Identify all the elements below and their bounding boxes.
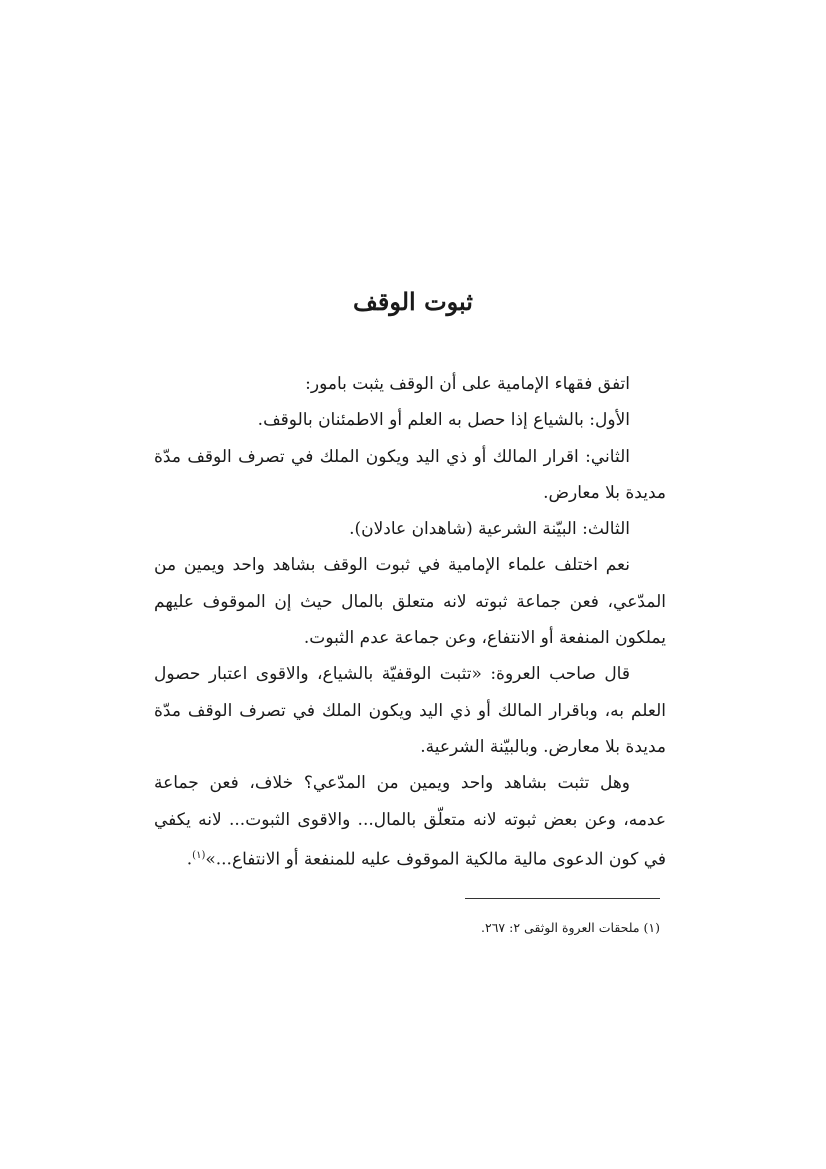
paragraph-first-method: الأول: بالشياع إذا حصل به العلم أو الاطمئنان بالوقف. bbox=[257, 410, 630, 431]
footnote-divider bbox=[465, 898, 660, 899]
paragraph-intro: اتفق فقهاء الإمامية على أن الوقف يثبت بامور: bbox=[305, 374, 630, 394]
paragraph-second-method: الثاني: اقرار المالك أو ذي اليد ويكون الملك في تصرف الوقف مدّة مديدة بلا معارض. bbox=[154, 446, 666, 503]
page-title: ثبوت الوقف bbox=[353, 287, 473, 316]
paragraph-disagreement: نعم اختلف علماء الإمامية في ثبوت الوقف بشاهد واحد ويمين من المدّعي، فعن جماعة ثبوته لانه متعلق بالمال حيث إن الموقوف عليهم يملكون المنفعة أو الانتفاع، وعن جماعة عدم الثبوت. bbox=[154, 555, 666, 649]
quote-continued-text: وهل تثبت بشاهد واحد ويمين من المدّعي؟ خلاف، فعن جماعة عدمه، وعن بعض ثبوته لانه متعلّق بالمال... والاقوى الثبوت... لانه يكفي في كون الدعوى مالية مالكية الموقوف عليه للمنفعة أو الانتفاع...» bbox=[154, 773, 666, 870]
paragraph-quote-continued bbox=[154, 765, 666, 878]
closing-mark: . bbox=[186, 849, 193, 870]
footnote-reference: (١) bbox=[192, 849, 206, 861]
paragraph-quote-urwa: قال صاحب العروة: «تثبت الوقفيّة بالشياع، والاقوى اعتبار حصول العلم به، وباقرار المالك أو ذي اليد ويكون الملك في تصرف الوقف مدّة مديدة بلا معارض. وبالبيّنة الشرعية. bbox=[154, 664, 666, 757]
footnote: (١) ملحقات العروة الوثقى ٢: ٢٦٧. bbox=[481, 920, 660, 935]
body-text bbox=[154, 366, 666, 878]
paragraph-third-method: الثالث: البيّنة الشرعية (شاهدان عادلان). bbox=[349, 519, 630, 540]
